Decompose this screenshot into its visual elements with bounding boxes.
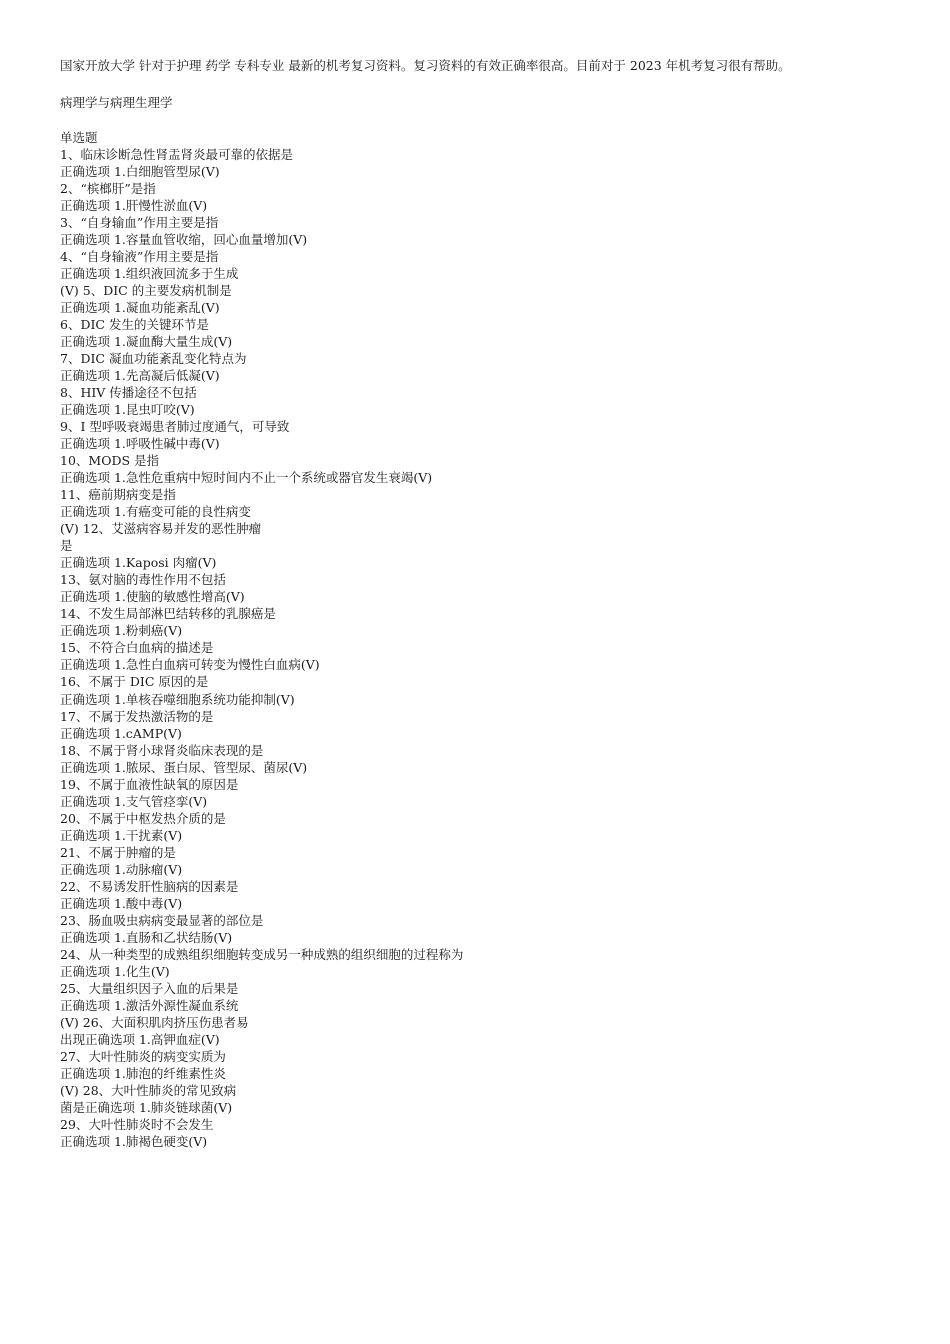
answer-line: 正确选项 1.单核吞噬细胞系统功能抑制(V) (60, 691, 295, 707)
question-line: 15、不符合白血病的描述是 (60, 640, 214, 656)
answer-line: 正确选项 1.直肠和乙状结肠(V) (60, 929, 233, 945)
answer-line: 正确选项 1.使脑的敏感性增高(V) (60, 589, 245, 605)
question-line: 2、“槟榔肝”是指 (60, 181, 156, 197)
subject-title: 病理学与病理生理学 (60, 95, 173, 110)
question-line: 8、HIV 传播途径不包括 (60, 385, 197, 401)
answer-line: 菌是正确选项 1.肺炎链球菌(V) (60, 1099, 233, 1115)
question-line: 9、I 型呼吸衰竭患者肺过度通气，可导致 (60, 419, 290, 435)
question-line: 20、不属于中枢发热介质的是 (60, 810, 226, 826)
question-line: 是 (60, 538, 73, 554)
question-line: 3、“自身输血”作用主要是指 (60, 215, 219, 231)
answer-line: 正确选项 1.呼吸性碱中毒(V) (60, 436, 220, 452)
question-line: 23、肠血吸虫病病变最显著的部位是 (60, 912, 264, 928)
question-line: 25、大量组织因子入血的后果是 (60, 980, 239, 996)
question-line: (V) 12、艾滋病容易并发的恶性肿瘤 (60, 521, 262, 537)
question-line: 13、氨对脑的毒性作用不包括 (60, 572, 226, 588)
question-line: 11、癌前期病变是指 (60, 487, 176, 503)
answer-line: 正确选项 1.肺泡的纤维素性炎 (60, 1065, 226, 1081)
answer-line: 正确选项 1.白细胞管型尿(V) (60, 164, 220, 180)
answer-line: 正确选项 1.化生(V) (60, 963, 170, 979)
answer-line: 正确选项 1.有癌变可能的良性病变 (60, 504, 251, 520)
question-line: (V) 5、DIC 的主要发病机制是 (60, 283, 232, 299)
question-line: 1、临床诊断急性肾盂肾炎最可靠的依据是 (60, 147, 293, 162)
answer-line: 正确选项 1.支气管痉挛(V) (60, 793, 208, 809)
answer-line: 正确选项 1.激活外源性凝血系统 (60, 997, 239, 1013)
answer-line: 正确选项 1.粉刺癌(V) (60, 623, 183, 639)
answer-line: 正确选项 1.酸中毒(V) (60, 895, 183, 911)
answer-line: 正确选项 1.肝慢性淤血(V) (60, 198, 208, 214)
answer-line: 出现正确选项 1.高钾血症(V) (60, 1031, 220, 1047)
answer-line: 正确选项 1.Kaposi 肉瘤(V) (60, 555, 217, 571)
answer-line: 正确选项 1.先高凝后低凝(V) (60, 368, 220, 384)
answer-line: 正确选项 1.脓尿、蛋白尿、管型尿、菌尿(V) (60, 759, 308, 775)
question-line: 7、DIC 凝血功能紊乱变化特点为 (60, 351, 247, 367)
question-line: (V) 28、大叶性肺炎的常见致病 (60, 1082, 237, 1098)
answer-line: 正确选项 1.昆虫叮咬(V) (60, 402, 195, 418)
question-line: (V) 26、大面积肌肉挤压伤患者易 (60, 1014, 249, 1030)
answer-line: 正确选项 1.凝血酶大量生成(V) (60, 334, 233, 350)
intro-text: 国家开放大学 针对于护理 药学 专科专业 最新的机考复习资料。复习资料的有效正确率很高。目前对于 2023 年机考复习很有帮助。 (60, 58, 791, 73)
answer-line: 正确选项 1.急性白血病可转变为慢性白血病(V) (60, 657, 320, 673)
question-line: 18、不属于肾小球肾炎临床表现的是 (60, 742, 264, 758)
question-line: 10、MODS 是指 (60, 453, 160, 469)
question-line: 19、不属于血液性缺氧的原因是 (60, 776, 239, 792)
question-line: 4、“自身输液”作用主要是指 (60, 249, 219, 265)
answer-line: 正确选项 1.容量血管收缩，回心血量增加(V) (60, 232, 308, 248)
answer-line: 正确选项 1.组织液回流多于生成 (60, 266, 239, 282)
answer-line: 正确选项 1.急性危重病中短时间内不止一个系统或器官发生衰竭(V) (60, 470, 433, 486)
question-line: 17、不属于发热激活物的是 (60, 708, 214, 724)
answer-line: 正确选项 1.动脉瘤(V) (60, 861, 183, 877)
question-line: 22、不易诱发肝性脑病的因素是 (60, 878, 239, 894)
question-list (60, 146, 910, 1150)
question-line: 14、不发生局部淋巴结转移的乳腺癌是 (60, 606, 276, 622)
question-line: 27、大叶性肺炎的病变实质为 (60, 1048, 226, 1064)
question-line: 16、不属于 DIC 原因的是 (60, 674, 209, 690)
question-line: 6、DIC 发生的关键环节是 (60, 317, 209, 333)
answer-line: 正确选项 1.cAMP(V) (60, 725, 182, 741)
answer-line: 正确选项 1.凝血功能紊乱(V) (60, 300, 220, 316)
question-line: 21、不属于肿瘤的是 (60, 844, 176, 860)
answer-line: 正确选项 1.肺褐色硬变(V) (60, 1133, 208, 1149)
question-line: 24、从一种类型的成熟组织细胞转变成另一种成熟的组织细胞的过程称为 (60, 946, 464, 962)
question-line: 29、大叶性肺炎时不会发生 (60, 1116, 214, 1132)
section-heading: 单选题 (60, 130, 98, 145)
answer-line: 正确选项 1.干扰素(V) (60, 827, 183, 843)
document-page (60, 57, 910, 1150)
